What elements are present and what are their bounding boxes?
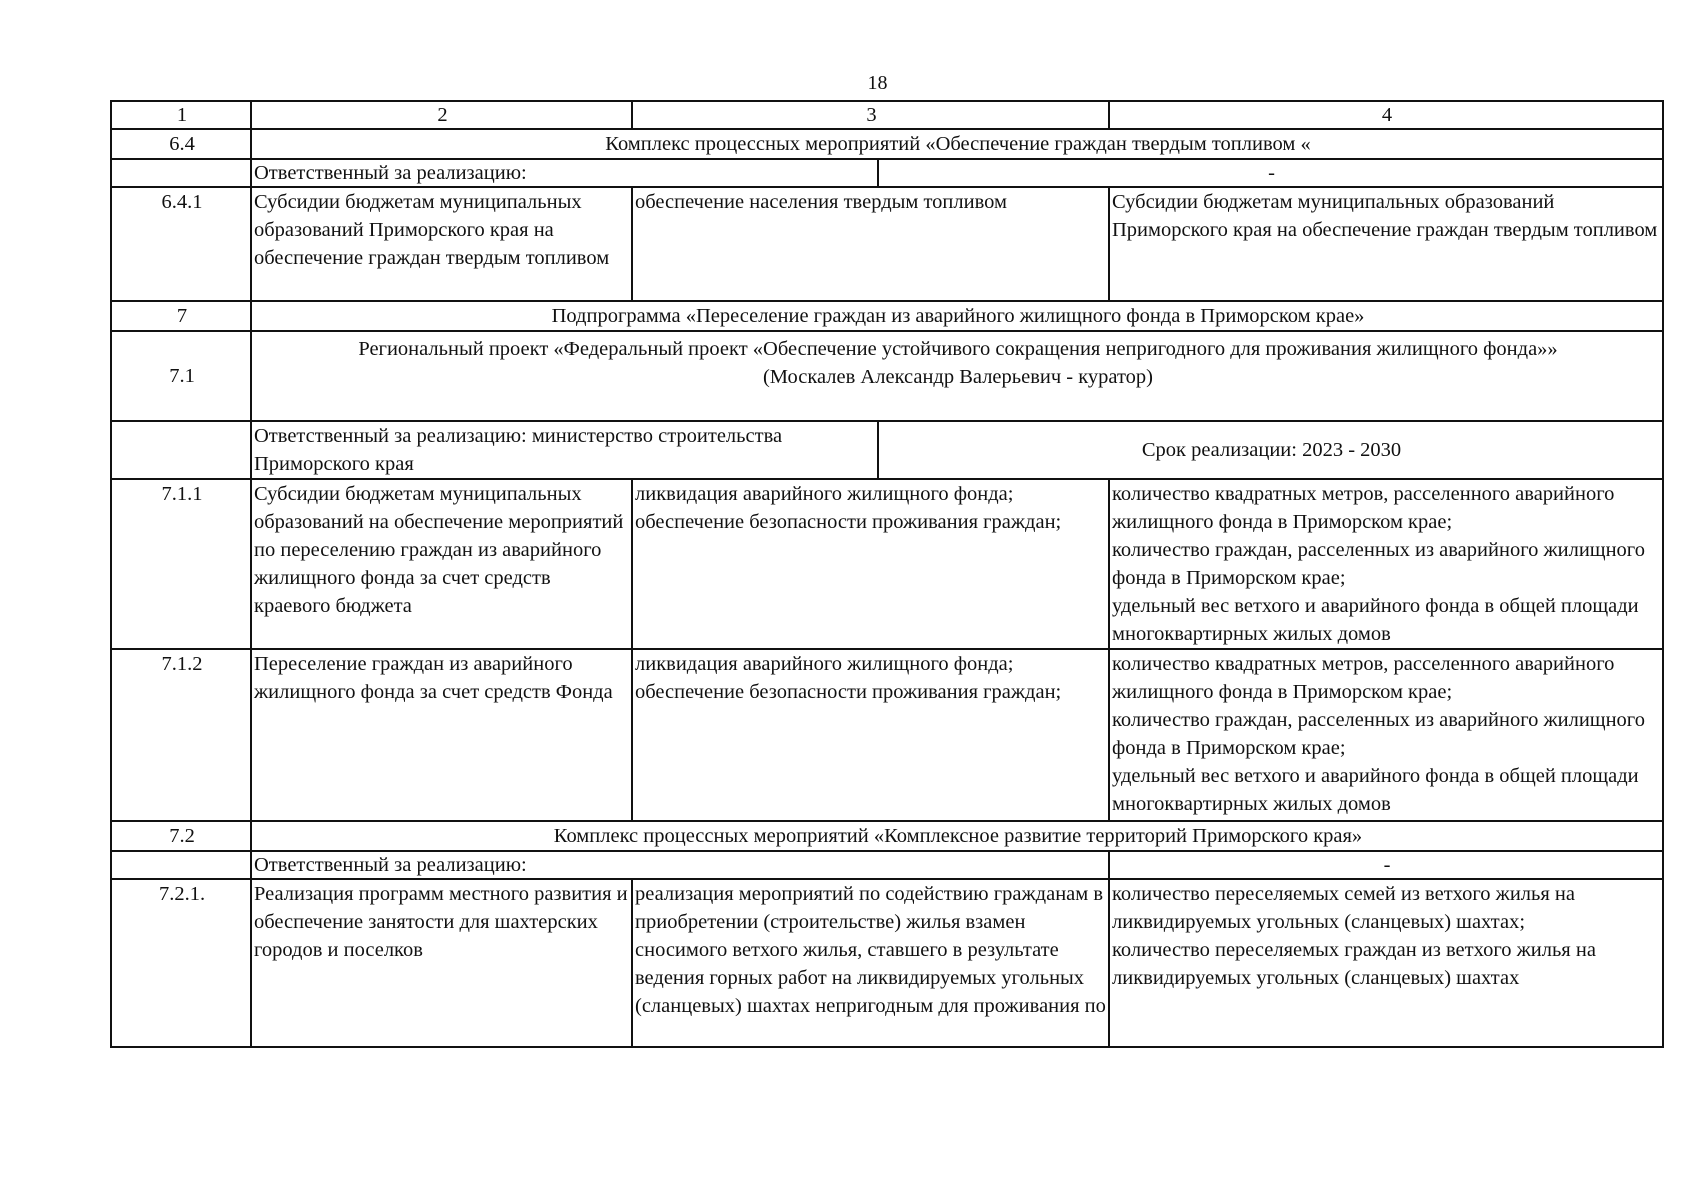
header-col-2: 2 xyxy=(251,101,632,129)
measure-indicators: количество переселяемых семей из ветхого жилья на ликвидируемых угольных (сланцевых) шахтах; количество переселяемых граждан из ветхого жилья на ликвидируемых угольных (сланцевых) шахтах xyxy=(1109,879,1663,1047)
responsible-value: - xyxy=(878,159,1663,187)
responsible-value: - xyxy=(1109,851,1663,879)
page-number: 18 xyxy=(867,72,888,94)
measure-tasks: реализация мероприятий по содействию гражданам в приобретении (строительстве) жилья взамен сносимого ветхого жилья, ставшего в результате ведения горных работ на ликвидируемых угольных (сланцевых) шахтах непригодным для проживания по xyxy=(632,879,1109,1047)
responsible-label: Ответственный за реализацию: министерство строительства Приморского края xyxy=(251,421,878,479)
implementation-term: Срок реализации: 2023 - 2030 xyxy=(878,421,1663,479)
row-number xyxy=(111,851,251,879)
project-title: Региональный проект «Федеральный проект «Обеспечение устойчивого сокращения непригодного для проживания жилищного фонда»» xyxy=(358,338,1558,360)
measure-tasks: обеспечение населения твердым топливом xyxy=(632,187,1109,301)
table-row xyxy=(111,479,1663,649)
measure-name: Субсидии бюджетам муниципальных образований Приморского края на обеспечение граждан твердым топливом xyxy=(251,187,632,301)
measure-tasks: ликвидация аварийного жилищного фонда; обеспечение безопасности проживания граждан; xyxy=(632,649,1109,821)
measure-indicators: количество квадратных метров, расселенного аварийного жилищного фонда в Приморском крае; количество граждан, расселенных из аварийного жилищного фонда в Приморском крае; удельный вес ветхого и аварийного фонда в общей площади многоквартирных жилых домов xyxy=(1109,649,1663,821)
section-title: Комплекс процессных мероприятий «Комплексное развитие территорий Приморского края» xyxy=(251,821,1663,851)
project-block xyxy=(251,331,1663,421)
row-number xyxy=(111,159,251,187)
measure-indicators: количество квадратных метров, расселенного аварийного жилищного фонда в Приморском крае; количество граждан, расселенных из аварийного жилищного фонда в Приморском крае; удельный вес ветхого и аварийного фонда в общей площади многоквартирных жилых домов xyxy=(1109,479,1663,649)
section-title: Комплекс процессных мероприятий «Обеспечение граждан твердым топливом « xyxy=(251,129,1663,159)
measure-name: Реализация программ местного развития и обеспечение занятости для шахтерских городов и поселков xyxy=(251,879,632,1047)
measure-tasks: ликвидация аварийного жилищного фонда; обеспечение безопасности проживания граждан; xyxy=(632,479,1109,649)
table-row xyxy=(111,851,1663,879)
table-row xyxy=(111,649,1663,821)
table-row xyxy=(111,159,1663,187)
row-number xyxy=(111,421,251,479)
row-number: 7 xyxy=(111,301,251,331)
row-number: 7.1.1 xyxy=(111,479,251,649)
table-row xyxy=(111,821,1663,851)
row-number: 7.2.1. xyxy=(111,879,251,1047)
header-col-1: 1 xyxy=(111,101,251,129)
table-row xyxy=(111,301,1663,331)
table-row xyxy=(111,879,1663,1047)
header-row xyxy=(111,101,1663,129)
responsible-label: Ответственный за реализацию: xyxy=(251,851,1109,879)
row-number: 6.4 xyxy=(111,129,251,159)
program-table xyxy=(110,100,1664,1048)
header-col-3: 3 xyxy=(632,101,1109,129)
header-col-4: 4 xyxy=(1109,101,1663,129)
row-number: 7.1 xyxy=(111,331,251,421)
project-curator: (Москалев Александр Валерьевич - куратор) xyxy=(762,366,1154,388)
responsible-label: Ответственный за реализацию: xyxy=(251,159,878,187)
measure-name: Переселение граждан из аварийного жилищного фонда за счет средств Фонда xyxy=(251,649,632,821)
section-title: Подпрограмма «Переселение граждан из аварийного жилищного фонда в Приморском крае» xyxy=(251,301,1663,331)
table-row xyxy=(111,187,1663,301)
table-row xyxy=(111,421,1663,479)
table-row xyxy=(111,129,1663,159)
measure-name: Субсидии бюджетам муниципальных образований на обеспечение мероприятий по переселению граждан из аварийного жилищного фонда за счет средств краевого бюджета xyxy=(251,479,632,649)
row-number: 6.4.1 xyxy=(111,187,251,301)
table-row xyxy=(111,331,1663,421)
row-number: 7.2 xyxy=(111,821,251,851)
row-number: 7.1.2 xyxy=(111,649,251,821)
measure-indicators: Субсидии бюджетам муниципальных образований Приморского края на обеспечение граждан твердым топливом xyxy=(1109,187,1663,301)
